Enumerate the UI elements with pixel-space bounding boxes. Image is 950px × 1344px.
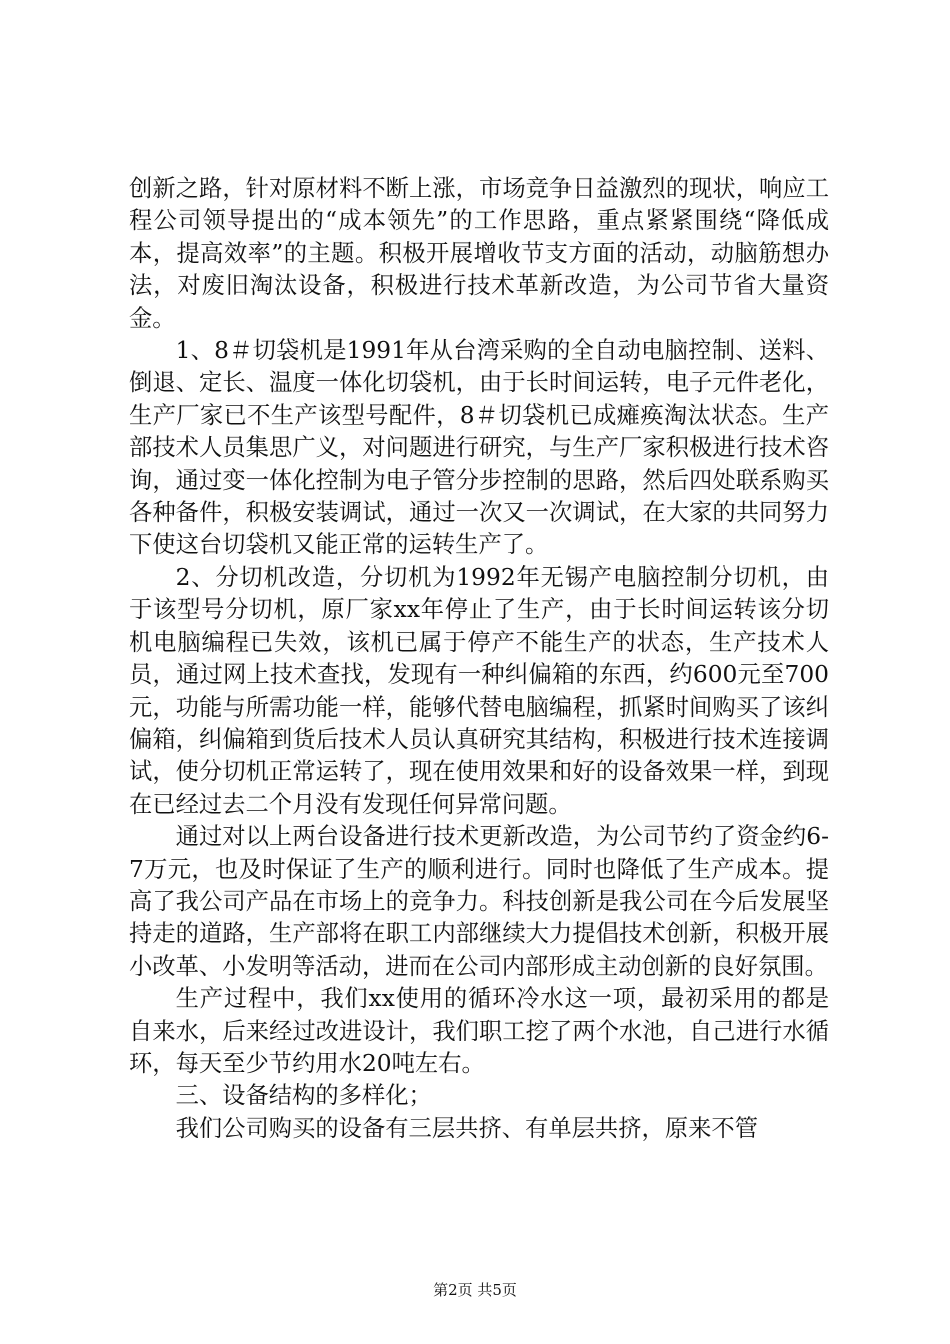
paragraph-bag-cutter: 1、8＃切袋机是1991年从台湾采购的全自动电脑控制、送料、倒退、定长、温度一体化切袋机，由于长时间运转，电子元件老化，生产厂家已不生产该型号配件，8＃切袋机已成瘫痪淘汰状态。生产部技术人员集思广义，对问题进行研究，与生产厂家积极进行技术咨询，通过变一体化控制为电子管分步控制的思路，然后四处联系购买各种备件，积极安装调试，通过一次又一次调试，在大家的共同努力下使这台切袋机又能正常的运转生产了。 <box>129 337 829 559</box>
page-footer: 第2页 共5页 <box>433 1281 517 1299</box>
paragraph-water-cycle: 生产过程中，我们xx使用的循环冷水这一项，最初采用的都是自来水，后来经过改进设计，我们职工挖了两个水池，自己进行水循环，每天至少节约用水20吨左右。 <box>129 985 829 1077</box>
paragraph-continuation: 创新之路，针对原材料不断上涨，市场竞争日益激烈的现状，响应工程公司领导提出的“成本领先”的工作思路，重点紧紧围绕“降低成本，提高效率”的主题。积极开展增收节支方面的活动，动脑筋想办法，对废旧淘汰设备，积极进行技术革新改造，为公司节省大量资金。 <box>129 175 829 332</box>
section-heading-equipment: 三、设备结构的多样化； <box>175 1082 432 1110</box>
paragraph-savings-summary: 通过对以上两台设备进行技术更新改造，为公司节约了资金约6-7万元，也及时保证了生产的顺利进行。同时也降低了生产成本。提高了我公司产品在市场上的竞争力。科技创新是我公司在今后发展坚持走的道路，生产部将在职工内部继续大力提倡技术创新，积极开展小改革、小发明等活动，进而在公司内部形成主动创新的良好氛围。 <box>129 823 829 980</box>
body-text <box>129 173 829 1145</box>
paragraph-slitter: 2、分切机改造，分切机为1992年无锡产电脑控制分切机，由于该型号分切机，原厂家xx年停止了生产，由于长时间运转该分切机电脑编程已失效，该机已属于停产不能生产的状态，生产技术人员，通过网上技术查找，发现有一种纠偏箱的东西，约600元至700元，功能与所需功能一样，能够代替电脑编程，抓紧时间购买了该纠偏箱，纠偏箱到货后技术人员认真研究其结构，积极进行技术连接调试，使分切机正常运转了，现在使用效果和好的设备效果一样，到现在已经过去二个月没有发现任何异常问题。 <box>129 563 829 818</box>
paragraph-equipment: 我们公司购买的设备有三层共挤、有单层共挤，原来不管 <box>175 1114 759 1142</box>
